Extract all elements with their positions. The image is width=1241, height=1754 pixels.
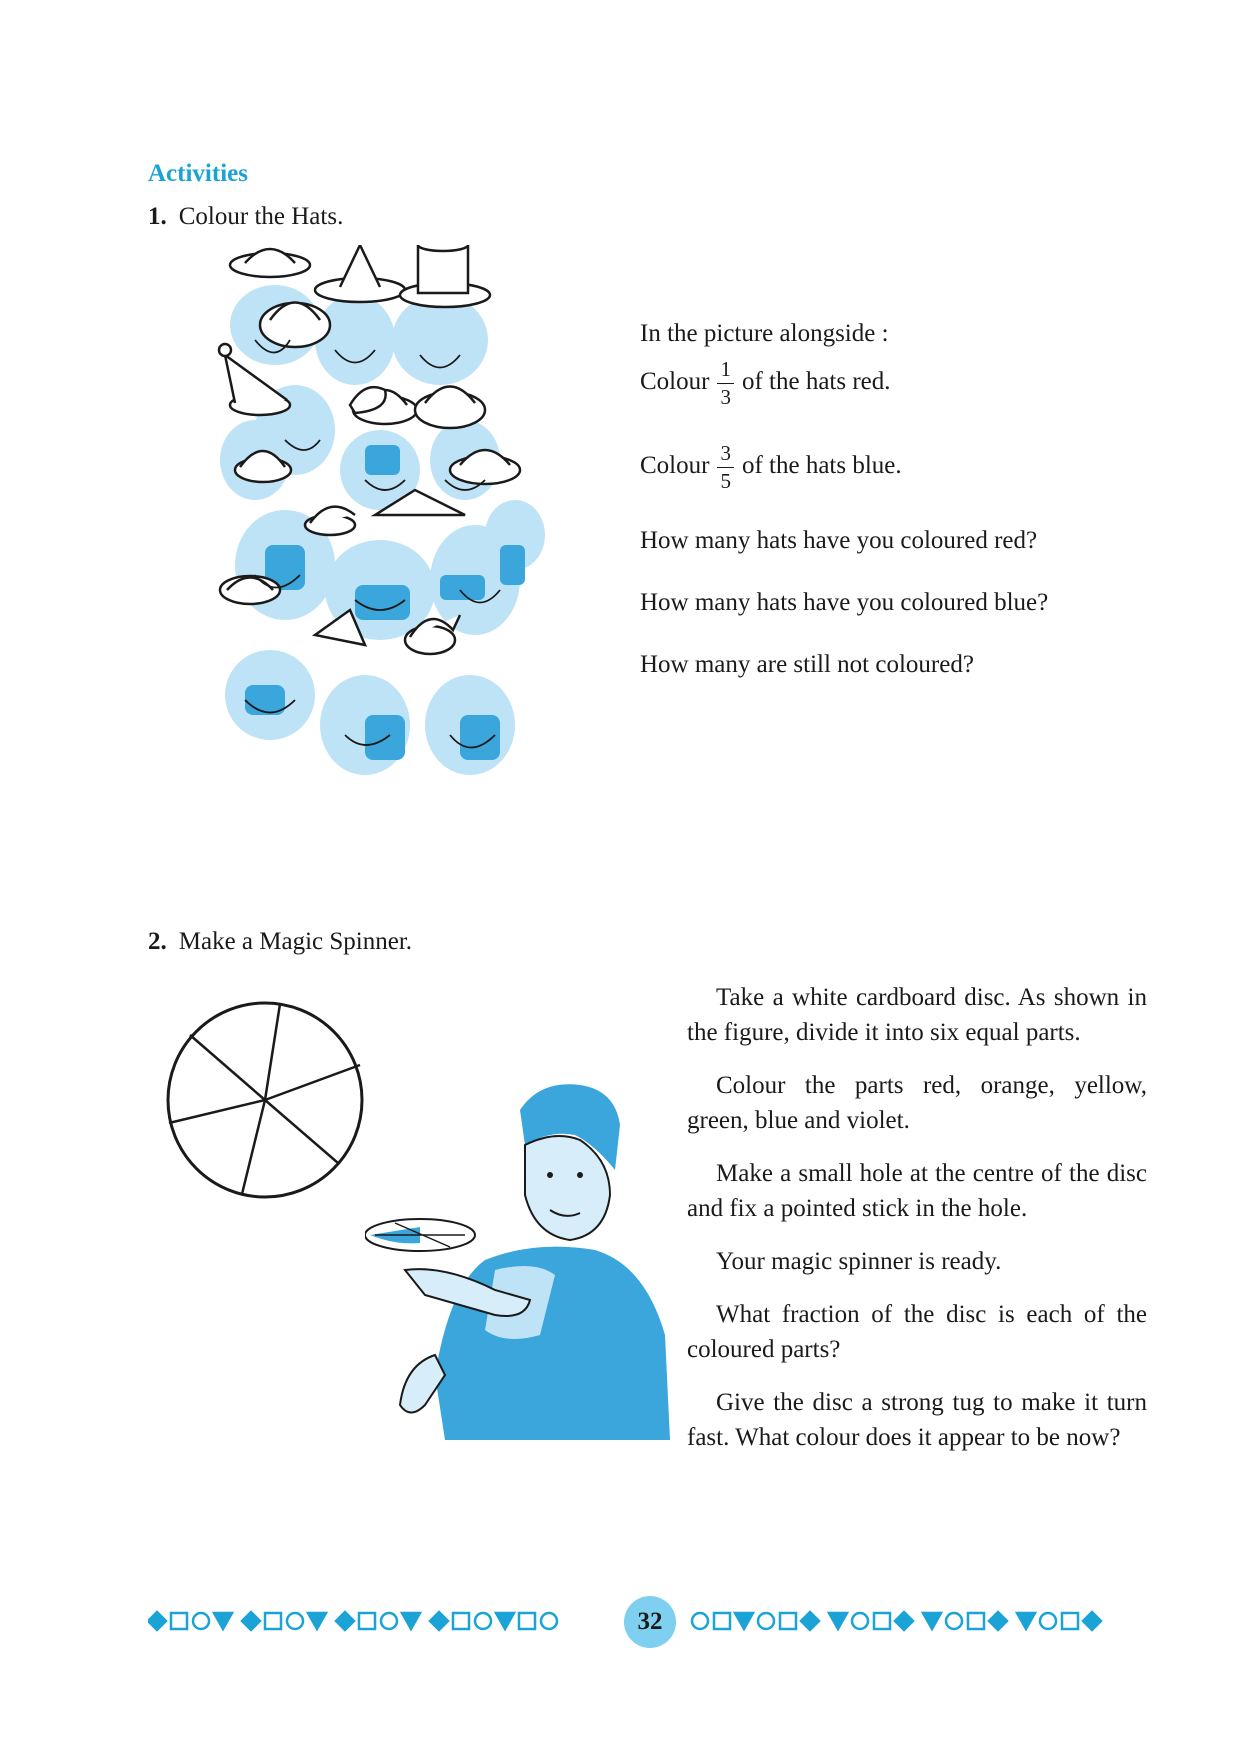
question-uncoloured: How many are still not coloured? (640, 651, 974, 678)
footer-shape (946, 1613, 962, 1629)
colour-word: Colour (640, 368, 710, 396)
fraction-denominator: 5 (720, 469, 731, 493)
page-number: 32 (624, 1596, 676, 1648)
footer-shape (692, 1613, 708, 1629)
footer-shape (475, 1613, 491, 1629)
fraction-numerator: 1 (717, 359, 734, 384)
colour-red-instruction (640, 359, 891, 408)
activity-2-title-text: Make a Magic Spinner. (178, 928, 413, 955)
instruction-paragraph: Take a white cardboard disc. As shown in the figure, divide it into six equal parts. (687, 984, 1147, 1046)
boy-with-spinner-illustration (365, 1075, 680, 1440)
instruction-paragraph: What fraction of the disc is each of the coloured parts? (687, 1301, 1147, 1363)
footer-shape (402, 1613, 420, 1629)
footer-shape (193, 1613, 209, 1629)
red-instruction-tail: of the hats red. (741, 368, 891, 396)
footer-shape (265, 1613, 281, 1629)
fraction-denominator: 3 (720, 385, 731, 409)
activity-1-number: 1. (148, 203, 167, 230)
fraction-numerator: 3 (717, 443, 734, 468)
footer-shape (214, 1613, 232, 1629)
fraction-one-third (717, 359, 734, 408)
activity-1-title-text: Colour the Hats. (178, 203, 344, 230)
footer-shape (308, 1613, 326, 1629)
question-red-count: How many hats have you coloured red? (640, 527, 1038, 554)
footer-shape (496, 1613, 514, 1629)
footer-shape (336, 1612, 354, 1630)
footer-shape (453, 1613, 469, 1629)
fraction-three-fifths (717, 443, 734, 492)
footer-shape (874, 1613, 890, 1629)
footer-shape (895, 1612, 913, 1630)
colour-word: Colour (640, 452, 710, 480)
footer-shape (519, 1613, 535, 1629)
activity-1-title (148, 203, 343, 231)
hats-illustration (215, 245, 565, 810)
instruction-paragraph: Your magic spinner is ready. (716, 1248, 1002, 1275)
footer-shape (242, 1612, 260, 1630)
footer-shape (430, 1612, 448, 1630)
footer-shape (801, 1612, 819, 1630)
footer-shape (1083, 1612, 1101, 1630)
blue-instruction-tail: of the hats blue. (741, 452, 902, 480)
footer-shape (829, 1613, 847, 1629)
footer-shape (171, 1613, 187, 1629)
question-blue-count: How many hats have you coloured blue? (640, 589, 1049, 616)
footer-shape (758, 1613, 774, 1629)
footer-shape (1017, 1613, 1035, 1629)
instruction-paragraph: Make a small hole at the centre of the disc and fix a pointed stick in the hole. (687, 1160, 1147, 1222)
instruction-paragraph: Give the disc a strong tug to make it turn fast. What colour does it appear to be now? (687, 1389, 1147, 1451)
footer-shape (968, 1613, 984, 1629)
footer-shape (148, 1612, 166, 1630)
activity-2-title (148, 928, 412, 956)
footer-shape (780, 1613, 796, 1629)
footer-shape (541, 1613, 557, 1629)
section-heading: Activities (148, 160, 248, 187)
footer-shape (714, 1613, 730, 1629)
footer-shape (1062, 1613, 1078, 1629)
footer-shape (359, 1613, 375, 1629)
activity-2-number: 2. (148, 928, 167, 955)
footer-shape (1040, 1613, 1056, 1629)
footer-shape (989, 1612, 1007, 1630)
spinner-disc-diagram (160, 995, 370, 1205)
instruction-paragraph: Colour the parts red, orange, yellow, green, blue and violet. (687, 1072, 1147, 1134)
colour-blue-instruction (640, 443, 902, 492)
hats-intro: In the picture alongside : (640, 320, 889, 347)
footer-shape (381, 1613, 397, 1629)
footer-shape (287, 1613, 303, 1629)
footer-shape (852, 1613, 868, 1629)
footer-shape (923, 1613, 941, 1629)
spinner-instructions (687, 980, 1147, 1473)
footer-shape (735, 1613, 753, 1629)
